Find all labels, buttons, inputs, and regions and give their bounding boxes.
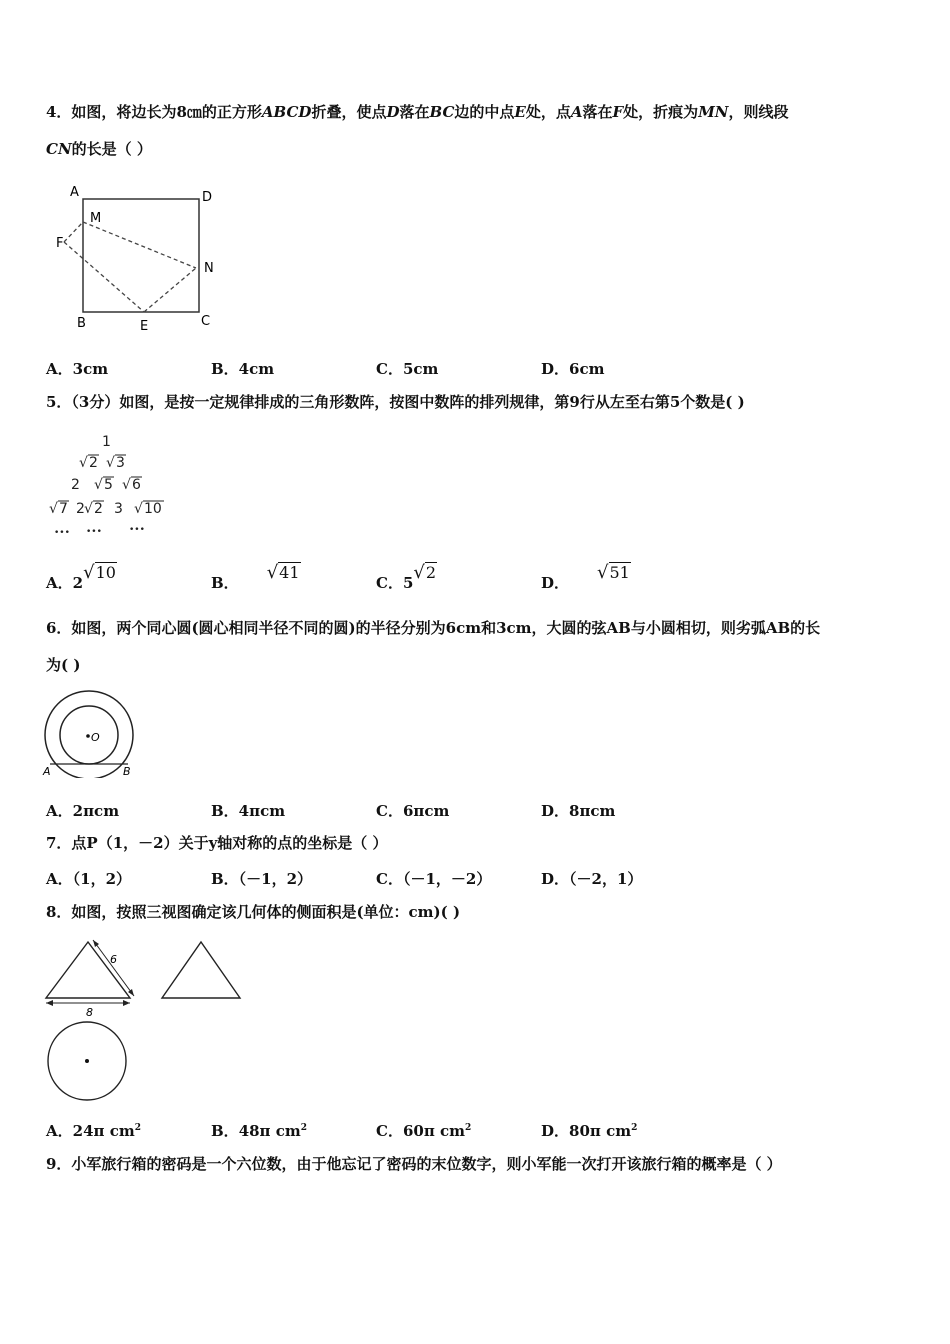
q7-option-d[interactable]: D．（－2，1）	[541, 870, 643, 888]
q6-concentric-circles-figure	[40, 690, 140, 778]
q4-option-d[interactable]: D．6cm	[541, 360, 605, 378]
q8-three-views-figure	[40, 936, 250, 1106]
svg-text:√: √	[134, 501, 143, 517]
front-view-triangle	[46, 942, 130, 998]
tri-r3c: 6	[132, 477, 141, 493]
q8-option-b[interactable]: B．48π $cm^2$	[211, 1122, 308, 1140]
q7-option-b[interactable]: B．（－1，2）	[211, 870, 313, 888]
label-b6: B	[123, 765, 131, 778]
tri-r4d: 3	[114, 501, 123, 517]
q5-stem: 5．（3分）如图，是按一定规律排成的三角形数阵，按图中数阵的排列规律，第9行从左至右第5个数是( )	[46, 393, 745, 411]
tri-r2a: 2	[89, 455, 98, 471]
label-a: A	[70, 185, 79, 200]
q6-option-b[interactable]: B．4πcm	[211, 802, 286, 820]
tri-r4c: 2	[94, 501, 103, 517]
svg-text:√: √	[122, 477, 131, 493]
q5-option-c[interactable]: C．5√2	[376, 562, 437, 592]
crease-fm	[64, 222, 83, 242]
q6-stem-line2: 为( )	[46, 656, 81, 674]
tri-row1: 1	[102, 434, 111, 450]
q4-stem-line2: CN的长是（ ）	[46, 140, 152, 158]
label-eight: 8	[86, 1006, 93, 1019]
tri-dots-3: •••	[129, 525, 145, 535]
tri-dots-1: •••	[54, 528, 70, 538]
q7-stem: 7．点P（1，－2）关于y轴对称的点的坐标是（ ）	[46, 834, 388, 852]
q6-option-d[interactable]: D．8πcm	[541, 802, 616, 820]
label-b: B	[77, 316, 86, 331]
q5-option-a[interactable]: A．2√10	[46, 562, 116, 592]
q4-option-b[interactable]: B．4cm	[211, 360, 275, 378]
center-point	[86, 734, 90, 738]
tri-r4a: 7	[59, 501, 68, 517]
tri-r4b: 2	[76, 501, 85, 517]
top-view-center	[85, 1059, 89, 1063]
outer-circle	[45, 691, 133, 778]
crease-fe	[64, 242, 144, 312]
label-e: E	[140, 319, 149, 334]
crease-en	[144, 268, 196, 312]
q8-option-d[interactable]: D．80π $cm^2$	[541, 1122, 638, 1140]
label-o: O	[91, 731, 100, 744]
q5-option-b[interactable]: B． √41	[211, 562, 300, 592]
tri-r3b: 5	[104, 477, 113, 493]
label-m: M	[90, 211, 102, 226]
q4-square-figure	[50, 182, 230, 337]
tri-r4e: 10	[144, 501, 162, 517]
label-d: D	[202, 190, 213, 205]
svg-text:√: √	[94, 477, 103, 493]
label-a6: A	[43, 765, 51, 778]
side-view-triangle	[162, 942, 240, 998]
dimension-6	[93, 940, 134, 996]
svg-text:√: √	[79, 455, 88, 471]
q7-option-c[interactable]: C．（－1，－2）	[376, 870, 492, 888]
label-f: F	[56, 236, 64, 251]
q8-stem: 8．如图，按照三视图确定该几何体的侧面积是(单位：cm)( )	[46, 903, 461, 921]
q7-option-a[interactable]: A．（1，2）	[46, 870, 132, 888]
label-c: C	[201, 314, 211, 329]
q9-stem: 9．小军旅行箱的密码是一个六位数，由于他忘记了密码的末位数字，则小军能一次打开该旅行箱的概率是（ ）	[46, 1155, 782, 1173]
q5-option-d[interactable]: D． √51	[541, 562, 630, 592]
fold-line-mn	[83, 222, 196, 268]
label-n: N	[204, 261, 214, 276]
q4-option-a[interactable]: A．3cm	[46, 360, 109, 378]
q6-option-c[interactable]: C．6πcm	[376, 802, 450, 820]
svg-text:√: √	[84, 501, 93, 517]
svg-text:√: √	[106, 455, 115, 471]
svg-text:√: √	[49, 501, 58, 517]
q8-option-a[interactable]: A．24π $cm^2$	[46, 1122, 141, 1140]
tri-dots-2: •••	[86, 527, 102, 537]
q6-option-a[interactable]: A．2πcm	[46, 802, 120, 820]
q6-stem-line1: 6．如图，两个同心圆(圆心相同半径不同的圆)的半径分别为6cm和3cm，大圆的弦AB与小圆相切，则劣弧AB的长	[46, 619, 821, 637]
tri-r2b: 3	[116, 455, 125, 471]
q5-number-triangle-figure	[44, 428, 174, 540]
q4-stem-line1: 4．如图，将边长为8㎝的正方形ABCD折叠，使点D落在BC边的中点E处，点A落在F处，折痕为MN，则线段	[46, 103, 789, 121]
label-six: 6	[110, 953, 117, 966]
q4-option-c[interactable]: C．5cm	[376, 360, 439, 378]
q8-option-c[interactable]: C．60π $cm^2$	[376, 1122, 472, 1140]
tri-r3a: 2	[71, 477, 80, 493]
